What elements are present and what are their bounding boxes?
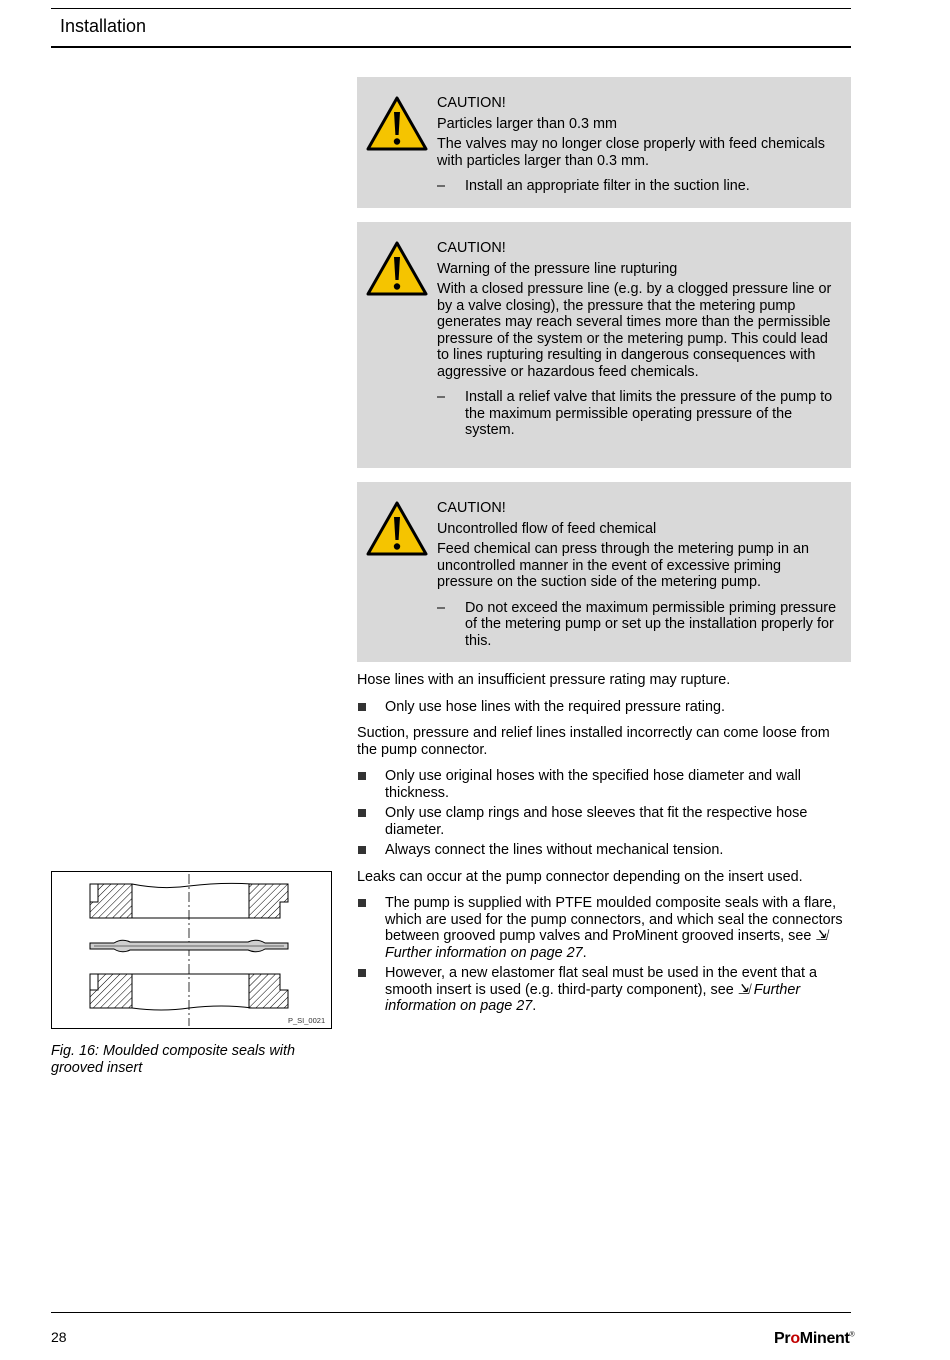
caution-action-text: Install an appropriate filter in the suction line. <box>465 178 750 194</box>
figure-composite-seal <box>51 871 332 1029</box>
bullet-text: The pump is supplied with PTFE moulded composite seals with a flare, which are used for the pump connectors, and which seal the connectors between grooved pump valves and ProMinent grooved inserts, see <box>385 895 843 944</box>
main-content <box>357 672 851 1019</box>
bullet-item <box>357 768 851 801</box>
caution-action <box>437 600 837 650</box>
bullet-item <box>357 699 851 716</box>
logo-text-part: Minent <box>799 1330 850 1347</box>
bullet-item <box>357 965 851 1015</box>
footer-rule <box>51 1312 851 1313</box>
bullet-item <box>357 842 851 859</box>
caution-signal-word: CAUTION! <box>437 95 506 111</box>
bullet-square-icon <box>358 969 366 977</box>
figure-caption: Fig. 16: Moulded composite seals with grooved insert <box>51 1043 295 1076</box>
dash-marker: – <box>437 389 446 405</box>
bullet-square-icon <box>358 899 366 907</box>
seal-cross-section-diagram <box>52 872 331 1028</box>
bullet-square-icon <box>358 809 366 817</box>
bullet-text-end: . <box>582 944 587 961</box>
caution-body: With a closed pressure line (e.g. by a clogged pressure line or by a valve closing), the pressure that the metering pump generates may reach several times more than the permissible pressure of the system or the metering pump. This could lead to lines rupturing resulting in dangerous consequences with aggressive or hazardous feed chemicals. <box>437 281 832 380</box>
bullet-text: Only use original hoses with the specified hose diameter and wall thickness. <box>385 768 801 801</box>
cross-reference-link[interactable]: ⇲ Further information on page 27 <box>385 981 801 1014</box>
caution-title: Warning of the pressure line rupturing <box>437 260 678 277</box>
paragraph-leaks: Leaks can occur at the pump connector depending on the insert used. <box>357 868 803 885</box>
caution-action <box>437 389 837 439</box>
caution-box-particles <box>357 77 851 208</box>
bullet-text: Only use clamp rings and hose sleeves that fit the respective hose diameter. <box>385 805 808 838</box>
paragraph-lines-loose: Suction, pressure and relief lines installed incorrectly can come loose from the pump connector. <box>357 725 830 758</box>
caution-signal-word: CAUTION! <box>437 500 506 516</box>
warning-triangle-icon <box>365 500 429 558</box>
logo-text-accent: o <box>790 1330 800 1347</box>
bullet-text: Only use hose lines with the required pressure rating. <box>385 698 725 715</box>
header-bottom-rule <box>51 46 851 48</box>
logo-registered-mark: ® <box>849 1331 855 1339</box>
paragraph-hose-rupture: Hose lines with an insufficient pressure rating may rupture. <box>357 672 731 688</box>
warning-triangle-icon <box>365 95 429 153</box>
bullet-text: Always connect the lines without mechanical tension. <box>385 842 724 858</box>
dash-marker: – <box>437 599 446 616</box>
bullet-item <box>357 895 851 961</box>
dash-marker: – <box>437 178 446 194</box>
warning-triangle-icon <box>365 240 429 298</box>
caution-title: Uncontrolled flow of feed chemical <box>437 520 657 537</box>
caution-signal-word: CAUTION! <box>437 240 506 256</box>
bullet-square-icon <box>358 846 366 854</box>
bullet-text: However, a new elastomer flat seal must be used in the event that a smooth insert is used (e.g. third-party component), see <box>385 965 817 998</box>
bullet-square-icon <box>358 772 366 780</box>
header-top-rule <box>51 8 851 9</box>
caution-body: The valves may no longer close properly with feed chemicals with particles larger than 0.3 mm. <box>437 136 825 169</box>
bullet-item <box>357 805 851 838</box>
caution-box-uncontrolled-flow <box>357 482 851 662</box>
logo-text-part: Pr <box>774 1330 791 1347</box>
bullet-square-icon <box>358 703 366 711</box>
page-header-title: Installation <box>60 16 147 36</box>
caution-title: Particles larger than 0.3 mm <box>437 115 617 132</box>
caution-body: Feed chemical can press through the metering pump in an uncontrolled manner in the event of excessive priming pressure on the suction side of the metering pump. <box>437 541 809 590</box>
caution-action-text: Do not exceed the maximum permissible priming pressure of the metering pump or set up the installation properly for this. <box>465 599 837 649</box>
page-number: 28 <box>51 1329 67 1345</box>
caution-action <box>437 178 837 195</box>
caution-action-text: Install a relief valve that limits the pressure of the pump to the maximum permissible operating pressure of the system. <box>465 389 833 438</box>
caution-box-pressure-line <box>357 222 851 468</box>
prominent-logo <box>774 1330 854 1348</box>
figure-code-label: P_SI_0021 <box>288 1016 326 1025</box>
bullet-text-end: . <box>532 998 537 1014</box>
cross-reference-link[interactable]: ⇲ Further information on page 27 <box>385 928 828 961</box>
